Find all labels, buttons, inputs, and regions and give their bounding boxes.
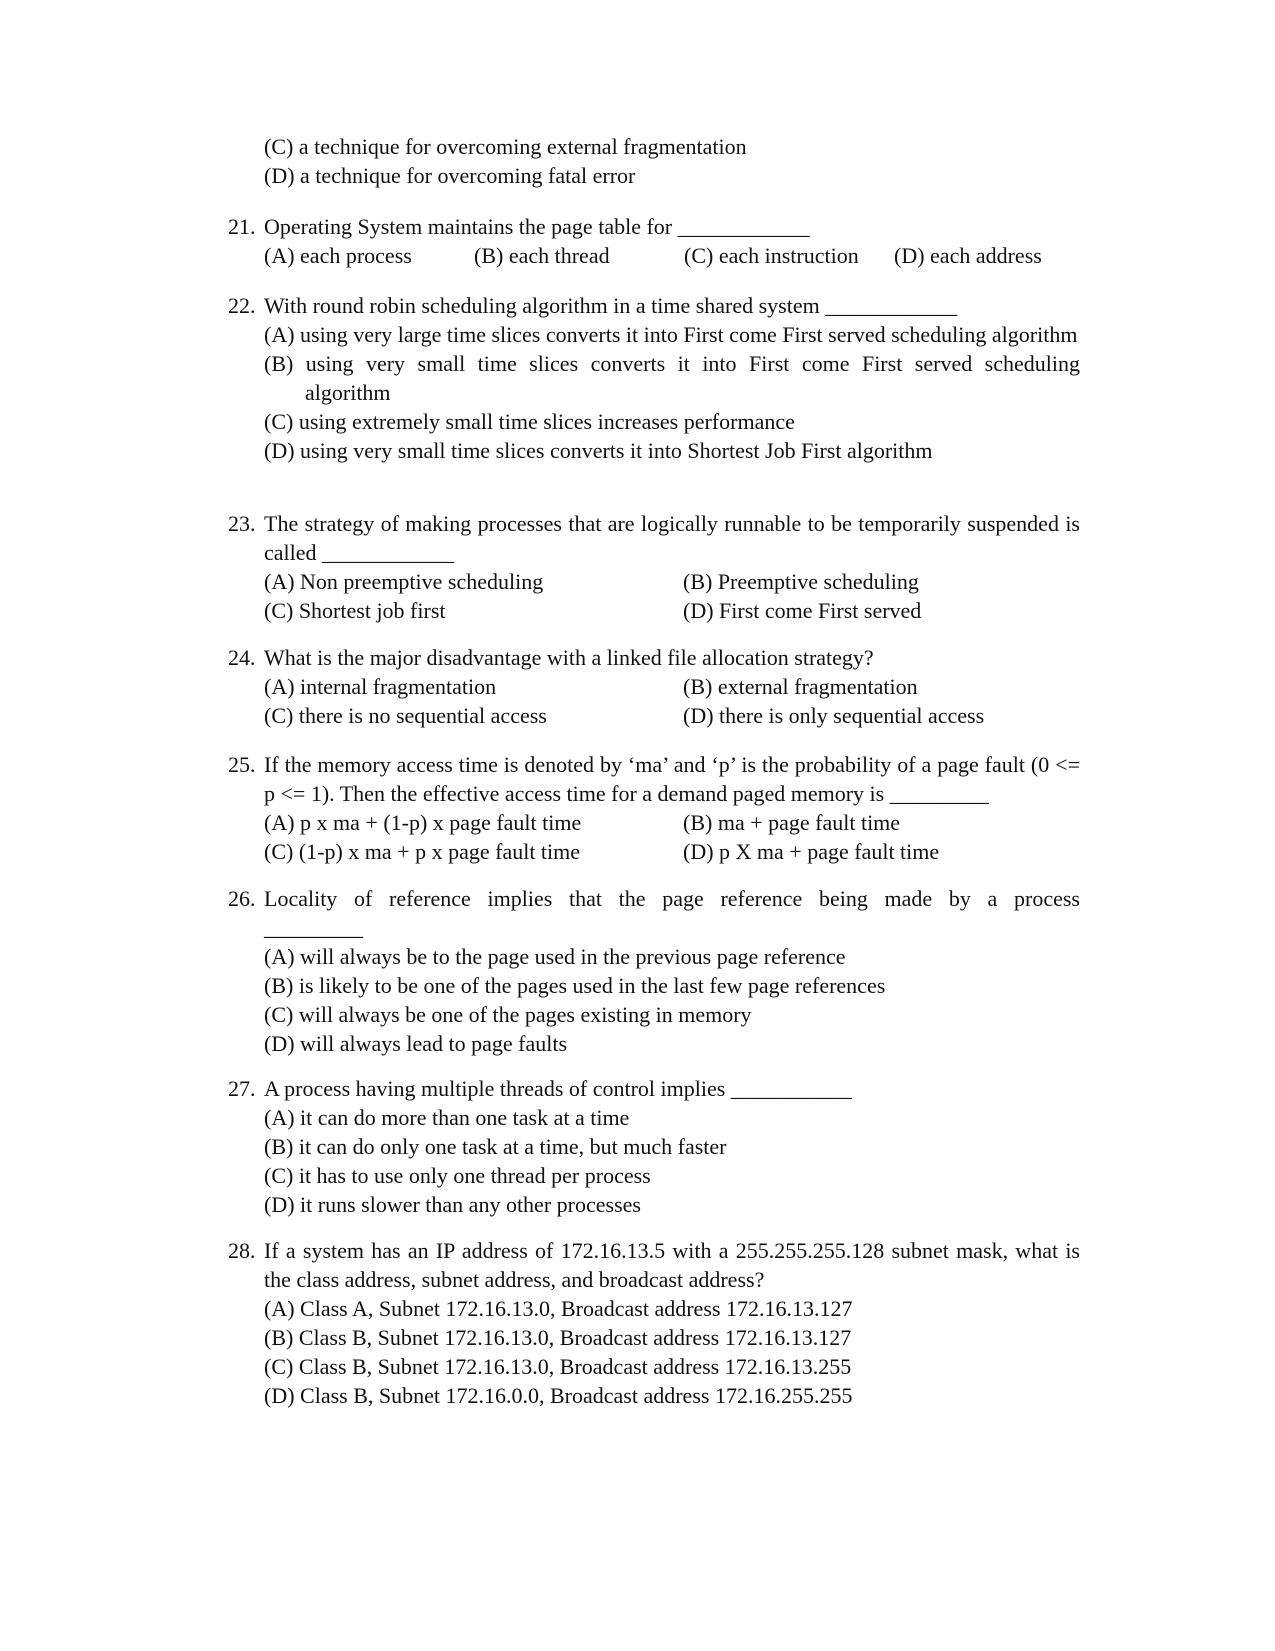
option-d: (D) will always lead to page faults xyxy=(264,1031,568,1056)
option-b: (B) is likely to be one of the pages used in the last few page references xyxy=(264,973,886,998)
option-a: (A) Class A, Subnet 172.16.13.0, Broadcast address 172.16.13.127 xyxy=(264,1296,853,1321)
question-stem: The strategy of making processes that are logically runnable to be temporarily suspended is called ____________ xyxy=(264,511,1080,565)
option-c: (C) (1-p) x ma + p x page fault time xyxy=(264,839,581,864)
question-number: 23. xyxy=(228,511,256,536)
options-row xyxy=(228,567,1080,596)
question-stem: If the memory access time is denoted by ‘ma’ and ‘p’ is the probability of a page fault (0 <= p <= 1). Then the effective access time for a demand paged memory is _________ xyxy=(264,752,1080,806)
option-d: (D) a technique for overcoming fatal error xyxy=(264,163,636,188)
option-d: (D) p X ma + page fault time xyxy=(683,839,940,864)
options-row xyxy=(228,837,1080,866)
option-c: (C) a technique for overcoming external fragmentation xyxy=(264,134,747,159)
question-number: 21. xyxy=(228,214,256,239)
options-row xyxy=(228,672,1080,701)
options-row xyxy=(228,701,1080,730)
option-a: (A) internal fragmentation xyxy=(264,674,497,699)
option-a: (A) using very large time slices converts it into First come First served scheduling algorithm xyxy=(264,322,1078,347)
question-number: 28. xyxy=(228,1238,256,1263)
question-20-continuation xyxy=(228,132,1080,190)
option-a: (A) each process xyxy=(264,243,412,268)
question-24 xyxy=(228,643,1080,730)
question-25 xyxy=(228,750,1080,866)
option-d: (D) First come First served xyxy=(683,598,922,623)
option-c: (C) Class B, Subnet 172.16.13.0, Broadcast address 172.16.13.255 xyxy=(264,1354,852,1379)
question-27 xyxy=(228,1074,1080,1219)
option-d: (D) it runs slower than any other processes xyxy=(264,1192,641,1217)
option-b: (B) it can do only one task at a time, but much faster xyxy=(264,1134,727,1159)
option-a: (A) p x ma + (1-p) x page fault time xyxy=(264,810,582,835)
option-b: (B) external fragmentation xyxy=(683,674,918,699)
option-c: (C) each instruction xyxy=(684,243,859,268)
question-stem: If a system has an IP address of 172.16.13.5 with a 255.255.255.128 subnet mask, what is the class address, subnet address, and broadcast address? xyxy=(264,1238,1080,1292)
question-number: 24. xyxy=(228,645,256,670)
answer-blank: _________ xyxy=(264,915,363,940)
question-stem: With round robin scheduling algorithm in a time shared system ____________ xyxy=(264,293,958,318)
options-row xyxy=(228,241,1080,270)
options-row xyxy=(228,596,1080,625)
option-b: (B) Preemptive scheduling xyxy=(683,569,919,594)
question-23 xyxy=(228,509,1080,625)
option-b: (B) using very small time slices converts it into First come First served scheduling algorithm xyxy=(264,351,1080,405)
question-stem: Operating System maintains the page table for ____________ xyxy=(264,214,810,239)
option-a: (A) it can do more than one task at a time xyxy=(264,1105,630,1130)
option-d: (D) there is only sequential access xyxy=(683,703,985,728)
option-c: (C) there is no sequential access xyxy=(264,703,547,728)
question-number: 22. xyxy=(228,293,256,318)
question-22 xyxy=(228,291,1080,465)
option-a: (A) will always be to the page used in the previous page reference xyxy=(264,944,846,969)
option-d: (D) each address xyxy=(894,243,1042,268)
question-stem: A process having multiple threads of control implies ___________ xyxy=(264,1076,852,1101)
option-c: (C) will always be one of the pages existing in memory xyxy=(264,1002,752,1027)
option-b: (B) ma + page fault time xyxy=(683,810,901,835)
option-d: (D) using very small time slices converts it into Shortest Job First algorithm xyxy=(264,438,933,463)
question-number: 27. xyxy=(228,1076,256,1101)
option-a: (A) Non preemptive scheduling xyxy=(264,569,544,594)
option-c: (C) using extremely small time slices increases performance xyxy=(264,409,795,434)
options-row xyxy=(228,808,1080,837)
question-21 xyxy=(228,212,1080,270)
option-b: (B) each thread xyxy=(474,243,610,268)
question-stem: What is the major disadvantage with a linked file allocation strategy? xyxy=(264,645,874,670)
question-28 xyxy=(228,1236,1080,1410)
question-26 xyxy=(228,884,1080,1058)
question-number: 26. xyxy=(228,886,256,911)
question-stem: Locality of reference implies that the page reference being made by a process xyxy=(264,886,1080,911)
question-number: 25. xyxy=(228,752,256,777)
option-c: (C) Shortest job first xyxy=(264,598,446,623)
option-b: (B) Class B, Subnet 172.16.13.0, Broadcast address 172.16.13.127 xyxy=(264,1325,852,1350)
option-d: (D) Class B, Subnet 172.16.0.0, Broadcast address 172.16.255.255 xyxy=(264,1383,853,1408)
option-c: (C) it has to use only one thread per process xyxy=(264,1163,651,1188)
